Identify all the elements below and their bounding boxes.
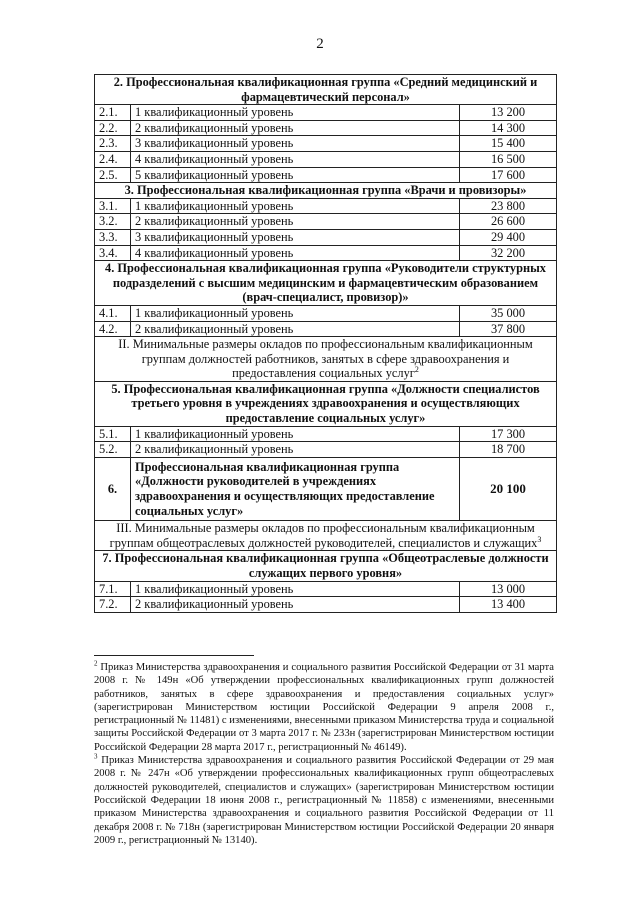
table-row — [95, 442, 557, 458]
qualification-level: 1 квалификационный уровень — [131, 426, 460, 442]
row-number: 5.1. — [95, 426, 131, 442]
row-number: 7.1. — [95, 581, 131, 597]
group-3-title: 3. Профессиональная квалификационная группа «Врачи и провизоры» — [95, 183, 557, 199]
row-number: 2.4. — [95, 151, 131, 167]
group-header-row — [95, 183, 557, 199]
group-2-title: 2. Профессиональная квалификационная группа «Средний медицинский и фармацевтический персонал» — [95, 75, 557, 105]
qualification-level: 4 квалификационный уровень — [131, 151, 460, 167]
salary-value: 20 100 — [460, 457, 557, 520]
table-row-group-6 — [95, 457, 557, 520]
group-header-row — [95, 75, 557, 105]
row-number: 3.3. — [95, 229, 131, 245]
qualification-level: 1 квалификационный уровень — [131, 305, 460, 321]
table-row — [95, 105, 557, 121]
qualification-level: 2 квалификационный уровень — [131, 321, 460, 337]
section-2-text: II. Минимальные размеры окладов по профессиональным квалификационным группам должностей работников, занятых в сфере здравоохранения и предоставления социальных услуг — [118, 337, 533, 381]
salary-value: 29 400 — [460, 229, 557, 245]
footnote-ref-2[interactable]: 2 — [414, 365, 419, 375]
footnote-text: Приказ Министерства здравоохранения и социального развития Российской Федерации от 31 марта 2008 г. № 149н «Об утверждении профессиональных квалификационных групп должностей работников, занятых в сфере здравоохранения и предоставления социальных услуг» (зарегистрирован Министерством юстиции Российской Федерации 9 апреля 2008 г., регистрационный № 11481) с изменениями, внесенными приказом Министерства труда и социальной защиты Российской Федерации от 3 марта 2017 г. № 233н (зарегистрирован Министерством юстиции Российской Федерации 28 марта 2017 г., регистрационный № 46149). — [94, 662, 554, 753]
salary-value: 35 000 — [460, 305, 557, 321]
row-number: 4.2. — [95, 321, 131, 337]
salary-value: 18 700 — [460, 442, 557, 458]
table-row — [95, 305, 557, 321]
table-row — [95, 581, 557, 597]
table-row — [95, 245, 557, 261]
section-3-text: III. Минимальные размеры окладов по профессиональным квалификационным группам общеотраслевых должностей руководителей, специалистов и служащих — [109, 521, 538, 550]
row-number: 2.1. — [95, 105, 131, 121]
section-header-row — [95, 521, 557, 551]
salary-value: 13 200 — [460, 105, 557, 121]
table-row — [95, 120, 557, 136]
group-4-title: 4. Профессиональная квалификационная группа «Руководители структурных подразделений с высшим медицинским и фармацевтическим образованием (врач-специалист, провизор)» — [95, 261, 557, 306]
footnote-ref-3[interactable]: 3 — [537, 534, 542, 544]
row-number: 2.2. — [95, 120, 131, 136]
qualification-level: 2 квалификационный уровень — [131, 120, 460, 136]
salary-value: 17 600 — [460, 167, 557, 183]
group-7-title: 7. Профессиональная квалификационная группа «Общеотраслевые должности служащих первого уровня» — [95, 551, 557, 581]
table-row — [95, 151, 557, 167]
salary-value: 32 200 — [460, 245, 557, 261]
table-row — [95, 214, 557, 230]
group-6-title: Профессиональная квалификационная группа «Должности руководителей в учреждениях здравоохранения и осуществляющих предоставление социальных услуг» — [131, 457, 460, 520]
footnote-divider — [94, 655, 254, 656]
qualification-level: 1 квалификационный уровень — [131, 105, 460, 121]
group-header-row — [95, 381, 557, 426]
salary-table — [94, 74, 557, 613]
table-row — [95, 198, 557, 214]
group-header-row — [95, 261, 557, 306]
page-number: 2 — [316, 36, 324, 52]
footnote-text: Приказ Министерства здравоохранения и социального развития Российской Федерации от 29 мая 2008 г. № 247н «Об утверждении профессиональных квалификационных групп общеотраслевых должностей руководителей, специалистов и служащих» (зарегистрирован Министерством юстиции Российской Федерации 18 июня 2008 г., регистрационный № 11858) с изменениями, внесенными приказом Министерства здравоохранения и социального развития Российской Федерации от 11 декабря 2008 г. № 718н (зарегистрирован Министерством юстиции Российской Федерации 20 января 2009 г., регистрационный № 13140). — [94, 755, 554, 846]
row-number: 3.1. — [95, 198, 131, 214]
qualification-level: 2 квалификационный уровень — [131, 597, 460, 613]
salary-value: 37 800 — [460, 321, 557, 337]
salary-value: 26 600 — [460, 214, 557, 230]
table-row — [95, 167, 557, 183]
footnote-mark: 2 — [94, 659, 98, 668]
section-header-row — [95, 337, 557, 382]
row-number: 7.2. — [95, 597, 131, 613]
row-number: 2.3. — [95, 136, 131, 152]
table-row — [95, 136, 557, 152]
row-number: 6. — [95, 457, 131, 520]
row-number: 5.2. — [95, 442, 131, 458]
qualification-level: 1 квалификационный уровень — [131, 198, 460, 214]
qualification-level: 1 квалификационный уровень — [131, 581, 460, 597]
footnotes — [94, 661, 554, 847]
salary-value: 17 300 — [460, 426, 557, 442]
qualification-level: 4 квалификационный уровень — [131, 245, 460, 261]
row-number: 3.4. — [95, 245, 131, 261]
salary-value: 13 400 — [460, 597, 557, 613]
qualification-level: 3 квалификационный уровень — [131, 229, 460, 245]
section-3-title — [95, 521, 557, 551]
group-header-row — [95, 551, 557, 581]
qualification-level: 2 квалификационный уровень — [131, 214, 460, 230]
table-row — [95, 321, 557, 337]
salary-value: 16 500 — [460, 151, 557, 167]
salary-value: 15 400 — [460, 136, 557, 152]
salary-value: 23 800 — [460, 198, 557, 214]
table-row — [95, 426, 557, 442]
qualification-level: 5 квалификационный уровень — [131, 167, 460, 183]
section-2-title — [95, 337, 557, 382]
footnote-2 — [94, 661, 554, 754]
qualification-level: 3 квалификационный уровень — [131, 136, 460, 152]
footnote-3 — [94, 754, 554, 847]
table-row — [95, 229, 557, 245]
salary-value: 13 000 — [460, 581, 557, 597]
salary-value: 14 300 — [460, 120, 557, 136]
footnote-mark: 3 — [94, 752, 98, 761]
group-5-title: 5. Профессиональная квалификационная группа «Должности специалистов третьего уровня в учреждениях здравоохранения и осуществляющих предоставление социальных услуг» — [95, 381, 557, 426]
table-row — [95, 597, 557, 613]
qualification-level: 2 квалификационный уровень — [131, 442, 460, 458]
row-number: 2.5. — [95, 167, 131, 183]
row-number: 4.1. — [95, 305, 131, 321]
row-number: 3.2. — [95, 214, 131, 230]
